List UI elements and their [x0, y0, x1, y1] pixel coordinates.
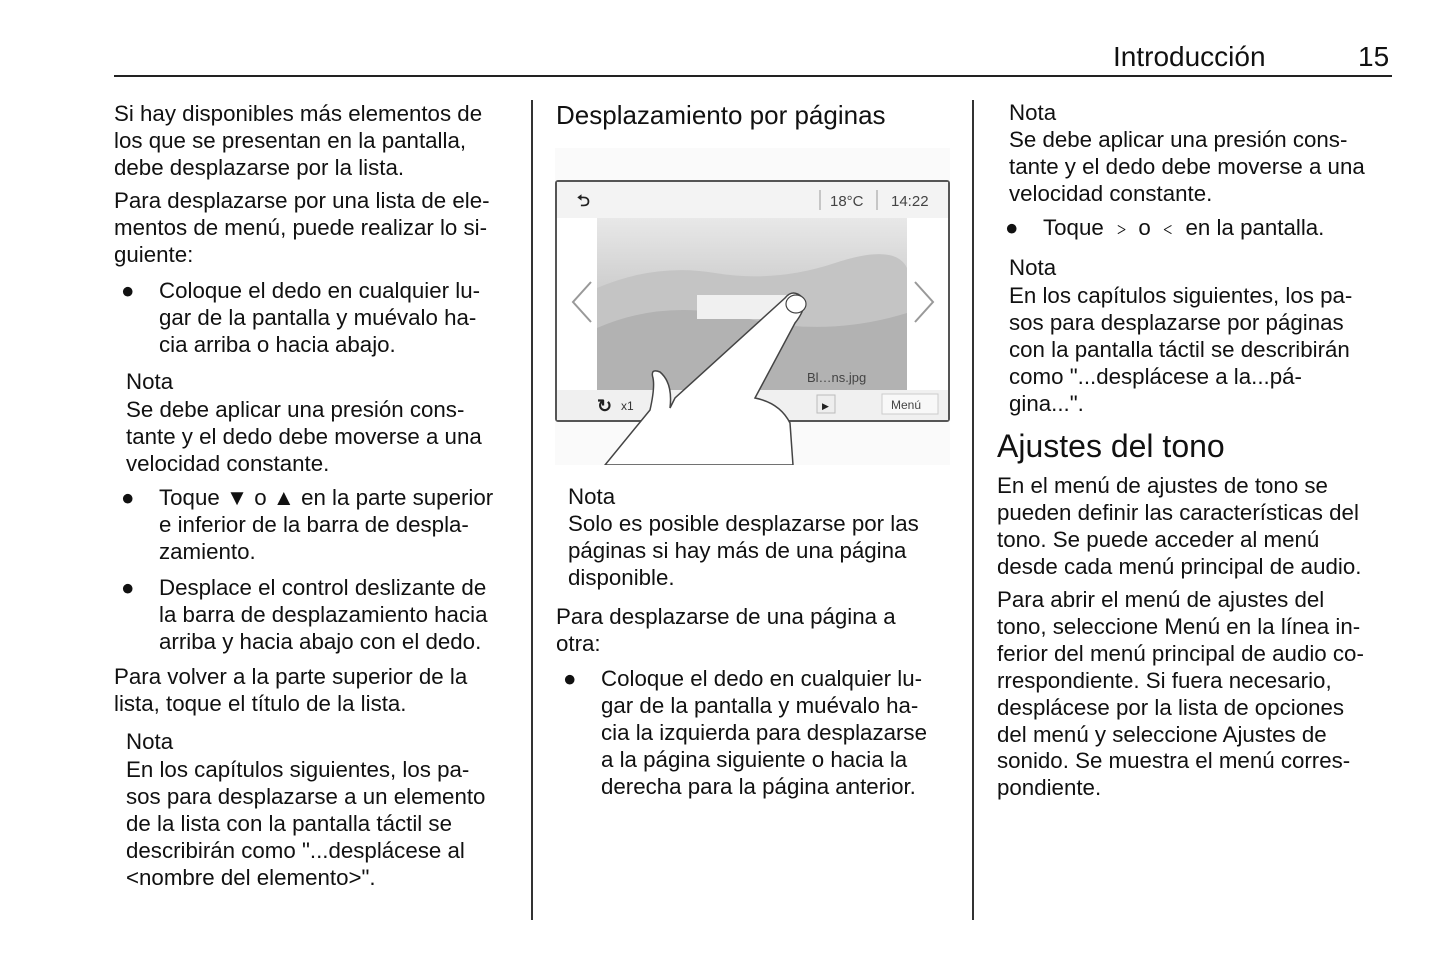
- bullet-text: Toque ﹥ o ﹤ en la pantalla.: [1043, 215, 1325, 240]
- note-text: Se debe aplicar una presión cons- tante y el dedo debe moverse a una velocidad constante.: [126, 397, 482, 476]
- touchscreen-illustration-svg: [555, 148, 950, 465]
- header-rule: [114, 75, 1392, 77]
- note-title: Nota: [126, 729, 174, 754]
- paragraph: Si hay disponibles más elementos de los que se presentan en la pantalla, debe desplazarse por la lista.: [114, 101, 483, 180]
- bullet-icon: ●: [121, 485, 135, 510]
- note-title: Nota: [1009, 255, 1057, 280]
- zoom-label: x1: [621, 399, 634, 413]
- bullet-text: Desplace el control deslizante de la barra de desplazamiento hacia arriba y hacia abajo con el dedo.: [159, 575, 488, 654]
- note-title: Nota: [1009, 100, 1057, 125]
- section-heading: Desplazamiento por páginas: [556, 100, 886, 130]
- note-text: En los capítulos siguientes, los pa- sos para desplazarse a un elemento de la lista con la pantalla táctil se describirán como "...desplácese al <nombre del elemento>".: [126, 757, 486, 890]
- note-text: Solo es posible desplazarse por las páginas si hay más de una página disponible.: [568, 511, 919, 590]
- page-number: 15: [1358, 41, 1390, 72]
- paragraph: Para abrir el menú de ajustes del tono, seleccione Menú en la línea in- ferior del menú principal de audio co- rrespondiente. Si fuera necesario, desplácese por la lista de opciones del menú y seleccione Ajustes de sonido. Se muestra el menú corres- pondiente.: [997, 587, 1364, 801]
- note-title: Nota: [126, 369, 174, 394]
- note-text: En los capítulos siguientes, los pa- sos para desplazarse por páginas con la pantalla táctil se describirán como "...desplácese a la...pá- gina...".: [1009, 283, 1353, 416]
- temperature: 18°C: [830, 193, 864, 210]
- paragraph: Para volver a la parte superior de la lista, toque el título de la lista.: [114, 664, 468, 716]
- bullet-icon: ●: [121, 575, 135, 600]
- column-divider: [972, 100, 974, 920]
- bullet-text: Coloque el dedo en cualquier lu- gar de la pantalla y muévalo ha- cia la izquierda para desplazarse a la página siguiente o hacia la derecha para la página anterior.: [601, 666, 927, 799]
- note-title: Nota: [568, 484, 616, 509]
- column-divider: [531, 100, 533, 920]
- bullet-icon: ●: [563, 666, 577, 691]
- touchscreen-illustration: [555, 148, 950, 465]
- back-icon: ⮌: [577, 193, 590, 210]
- section-heading: Ajustes del tono: [997, 428, 1225, 464]
- paragraph: En el menú de ajustes de tono se pueden definir las características del tono. Se puede acceder al menú desde cada menú principal de audio.: [997, 473, 1362, 579]
- rotate-icon: ↻: [597, 396, 613, 416]
- play-icon: ▶: [822, 401, 829, 411]
- note-text: Se debe aplicar una presión cons- tante y el dedo debe moverse a una velocidad constante.: [1009, 127, 1365, 206]
- menu-button: Menú: [891, 398, 922, 412]
- section-title: Introducción: [1113, 41, 1266, 72]
- bullet-icon: ●: [121, 278, 135, 303]
- bullet-text: Toque ▼ o ▲ en la parte superior e inferior de la barra de despla- zamiento.: [159, 485, 494, 564]
- bullet-text: Coloque el dedo en cualquier lu- gar de la pantalla y muévalo ha- cia arriba o hacia abajo.: [159, 278, 481, 357]
- bullet-icon: ●: [1005, 215, 1019, 240]
- paragraph: Para desplazarse por una lista de ele- mentos de menú, puede realizar lo si- guiente:: [114, 188, 490, 267]
- image-filename: Bl…ns.jpg: [807, 370, 867, 385]
- paragraph: Para desplazarse de una página a otra:: [556, 604, 896, 656]
- clock: 14:22: [891, 193, 929, 210]
